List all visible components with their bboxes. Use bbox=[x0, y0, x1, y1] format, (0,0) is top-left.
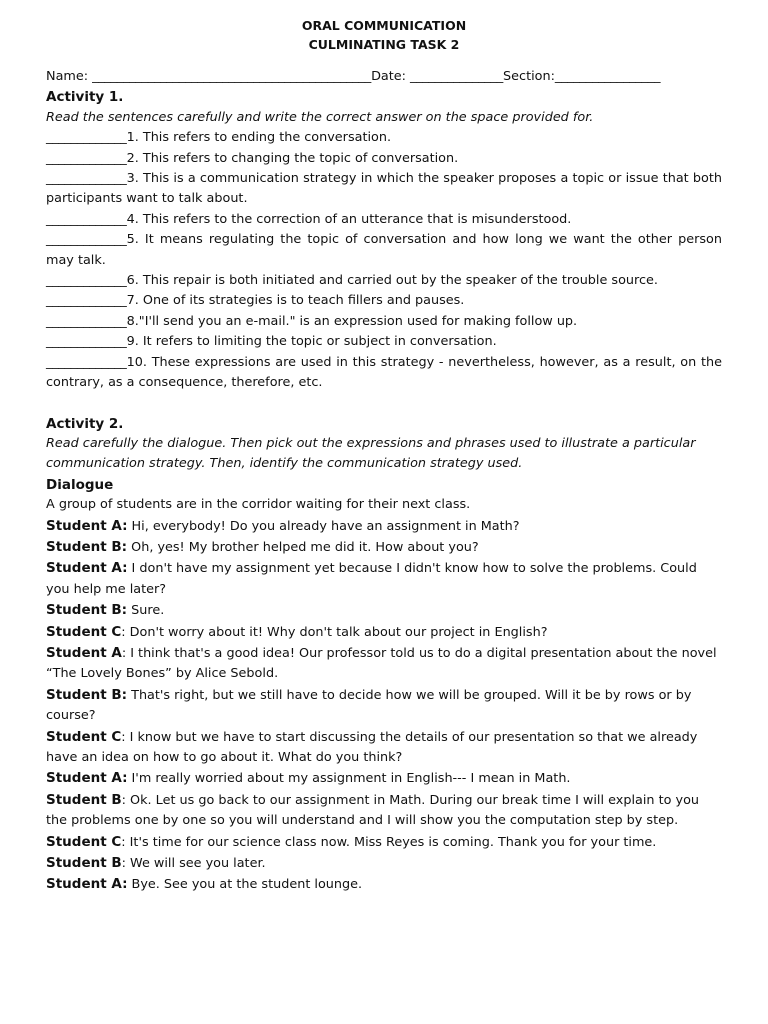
date-label: Date: bbox=[371, 69, 411, 84]
utterance: : Don't worry about it! Why don't talk about our project in English? bbox=[121, 624, 548, 640]
utterance: That's right, but we still have to decide how we will be grouped. Will it be by rows or by course? bbox=[46, 687, 692, 724]
answer-blank[interactable]: _____________ bbox=[46, 150, 127, 166]
question-item bbox=[46, 332, 722, 352]
dialogue-line bbox=[46, 622, 722, 643]
question-text: 1. This refers to ending the conversation. bbox=[126, 130, 392, 146]
dialogue-line bbox=[46, 727, 722, 769]
answer-blank[interactable]: _____________ bbox=[46, 313, 127, 329]
dialogue-line bbox=[46, 874, 722, 895]
answer-blank[interactable]: _____________ bbox=[46, 354, 127, 370]
worksheet-page bbox=[46, 16, 722, 896]
dialogue-line bbox=[46, 832, 722, 853]
speaker-label: Student B bbox=[46, 791, 122, 808]
speaker-label: Student C bbox=[46, 728, 122, 745]
answer-blank[interactable]: _____________ bbox=[46, 232, 127, 248]
speaker-label: Student A bbox=[46, 644, 122, 661]
speaker-label: Student A: bbox=[46, 560, 128, 577]
activity-2-heading: Activity 2. bbox=[46, 415, 124, 432]
dialogue-line bbox=[46, 790, 722, 832]
question-item bbox=[46, 230, 722, 271]
section-label: Section: bbox=[503, 69, 555, 84]
title-line-1: ORAL COMMUNICATION bbox=[301, 18, 467, 33]
speaker-label: Student B bbox=[46, 855, 122, 872]
speaker-label: Student B: bbox=[46, 602, 128, 619]
date-blank[interactable]: _______________ bbox=[410, 69, 504, 84]
question-text: 4. This refers to the correction of an utterance that is misunderstood. bbox=[126, 211, 572, 227]
utterance: I'm really worried about my assignment in English--- I mean in Math. bbox=[127, 771, 571, 787]
section-blank[interactable]: _________________ bbox=[554, 69, 661, 84]
utterance: Bye. See you at the student lounge. bbox=[127, 877, 363, 893]
dialogue-list bbox=[46, 516, 722, 896]
activity-1-heading: Activity 1. bbox=[46, 89, 124, 106]
dialogue-line bbox=[46, 600, 722, 621]
name-blank[interactable]: _____________________________________________ bbox=[92, 69, 372, 84]
question-text: 7. One of its strategies is to teach fillers and pauses. bbox=[126, 293, 465, 309]
question-text: 6. This repair is both initiated and carried out by the speaker of the trouble source. bbox=[126, 273, 658, 289]
answer-blank[interactable]: _____________ bbox=[46, 130, 127, 146]
question-item bbox=[46, 312, 722, 332]
question-text: 2. This refers to changing the topic of conversation. bbox=[126, 150, 459, 166]
speaker-label: Student A: bbox=[46, 517, 128, 534]
speaker-label: Student A: bbox=[46, 876, 128, 893]
question-item bbox=[46, 291, 722, 311]
activity-1-instruction: Read the sentences carefully and write the correct answer on the space provided for. bbox=[46, 109, 594, 125]
question-text: 8."I'll send you an e-mail." is an expression used for making follow up. bbox=[126, 313, 578, 329]
dialogue-line bbox=[46, 685, 722, 727]
question-item bbox=[46, 128, 722, 148]
question-text: 9. It refers to limiting the topic or subject in conversation. bbox=[126, 334, 497, 350]
utterance: : I think that's a good idea! Our professor told us to do a digital presentation about the novel “The Lovely Bones” by Alice Sebold. bbox=[46, 645, 717, 682]
utterance: : We will see you later. bbox=[121, 856, 266, 872]
dialogue-intro: A group of students are in the corridor waiting for their next class. bbox=[46, 497, 471, 513]
utterance: : I know but we have to start discussing the details of our presentation so that we already have an idea on how to go about it. What do you think? bbox=[46, 729, 698, 765]
question-text: 5. It means regulating the topic of conversation and how long we want the other person may talk. bbox=[46, 232, 722, 268]
title-line-2: CULMINATING TASK 2 bbox=[308, 37, 460, 52]
question-text: 10. These expressions are used in this strategy - nevertheless, however, as a result, on the contrary, as a consequence, therefore, etc. bbox=[46, 354, 722, 391]
question-item bbox=[46, 271, 722, 291]
dialogue-line bbox=[46, 643, 722, 685]
answer-blank[interactable]: _____________ bbox=[46, 293, 127, 309]
utterance: Hi, everybody! Do you already have an assignment in Math? bbox=[127, 518, 520, 534]
dialogue-line bbox=[46, 537, 722, 558]
dialogue-heading: Dialogue bbox=[46, 476, 114, 493]
answer-blank[interactable]: _____________ bbox=[46, 171, 127, 187]
speaker-label: Student A: bbox=[46, 770, 128, 787]
activity-1-list bbox=[46, 128, 722, 393]
speaker-label: Student C bbox=[46, 833, 122, 850]
utterance: : Ok. Let us go back to our assignment in Math. During our break time I will explain to you the problems one by one so you will understand and I will show you the computation step by step. bbox=[46, 792, 700, 829]
speaker-label: Student C bbox=[46, 623, 122, 640]
utterance: Oh, yes! My brother helped me did it. How about you? bbox=[127, 539, 479, 555]
activity-2-instruction: Read carefully the dialogue. Then pick out the expressions and phrases used to illustrate a particular communication strategy. Then, identify the communication strategy used. bbox=[46, 435, 696, 472]
student-info-row bbox=[46, 67, 722, 87]
dialogue-line bbox=[46, 558, 722, 600]
dialogue-line bbox=[46, 853, 722, 874]
answer-blank[interactable]: _____________ bbox=[46, 273, 127, 289]
question-item bbox=[46, 169, 722, 210]
dialogue-line bbox=[46, 516, 722, 537]
utterance: I don't have my assignment yet because I didn't know how to solve the problems. Could you help me later? bbox=[46, 561, 697, 597]
question-item bbox=[46, 353, 722, 394]
speaker-label: Student B: bbox=[46, 686, 128, 703]
answer-blank[interactable]: _____________ bbox=[46, 211, 127, 227]
question-text: 3. This is a communication strategy in which the speaker proposes a topic or issue that both participants want to talk about. bbox=[46, 171, 722, 207]
utterance: : It's time for our science class now. Miss Reyes is coming. Thank you for your time. bbox=[121, 834, 657, 850]
question-item bbox=[46, 210, 722, 230]
utterance: Sure. bbox=[127, 603, 165, 619]
question-item bbox=[46, 149, 722, 169]
dialogue-line bbox=[46, 768, 722, 789]
name-label: Name: bbox=[46, 69, 93, 84]
answer-blank[interactable]: _____________ bbox=[46, 334, 127, 350]
speaker-label: Student B: bbox=[46, 538, 128, 555]
